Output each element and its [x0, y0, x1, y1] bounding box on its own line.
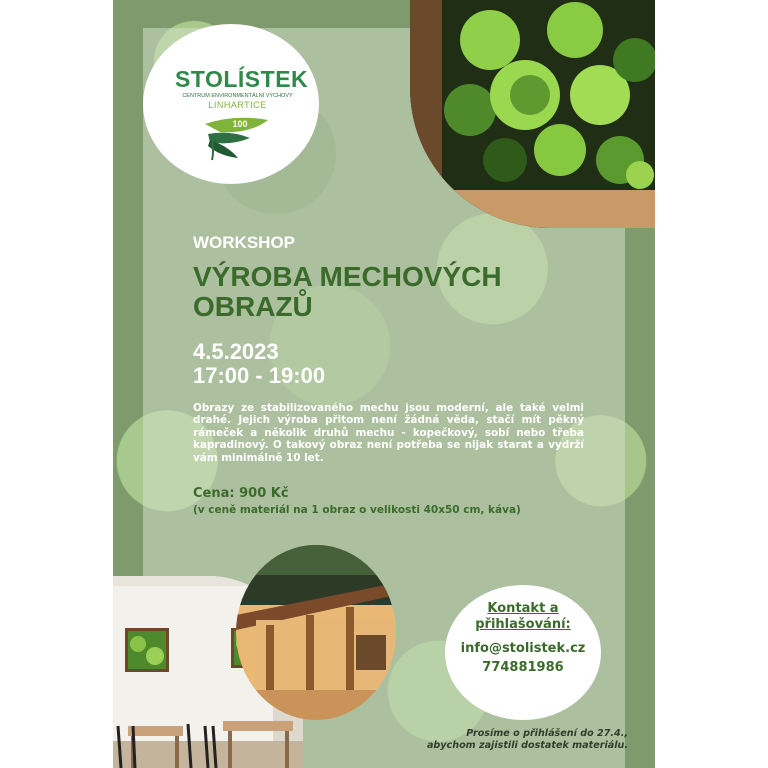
contact-title-line1: Kontakt a	[487, 601, 559, 616]
event-price: Cena: 900 Kč	[193, 486, 289, 501]
logo-place: LINHARTICE	[208, 100, 267, 110]
logo-subtitle: CENTRUM ENVIRONMENTÁLNÍ VÝCHOVY	[182, 93, 293, 99]
event-type: WORKSHOP	[193, 233, 295, 252]
building-photo	[236, 545, 396, 720]
event-description: Obrazy ze stabilizovaného mechu jsou moderní, ale také velmi drahé. Jejich výroba přitom není žádná věda, stačí mít pěkný rámeček a několik druhů mechu - kopečkový, sobí nebo třeba kapradinový. O takový obraz není potřeba se nijak starat a vydrží vám minimálně 10 let.	[193, 402, 584, 464]
registration-note-line2: abychom zajistili dostatek materiálu.	[426, 740, 628, 751]
event-price-note: (v ceně materiál na 1 obraz o velikosti 40x50 cm, káva)	[193, 504, 521, 516]
contact-title	[445, 601, 601, 633]
registration-note-line1: Prosíme o přihlášení do 27.4.,	[466, 728, 628, 739]
contact-title-line2: přihlašování:	[475, 617, 571, 632]
contact-email[interactable]: info@stolistek.cz	[460, 641, 586, 656]
logo-name: STOLÍSTEK	[175, 66, 309, 92]
leaf-logo-icon	[200, 112, 270, 162]
registration-note	[400, 728, 628, 752]
event-title-line2: OBRAZŮ	[193, 291, 313, 322]
event-date: 4.5.2023	[193, 339, 279, 364]
event-title-line1: VÝROBA MECHOVÝCH	[193, 261, 502, 292]
event-title	[193, 262, 502, 322]
event-time: 17:00 - 19:00	[193, 363, 326, 388]
event-datetime	[193, 340, 325, 388]
contact-phone[interactable]: 774881986	[482, 660, 564, 675]
logo-badge-number: 100	[232, 119, 248, 129]
